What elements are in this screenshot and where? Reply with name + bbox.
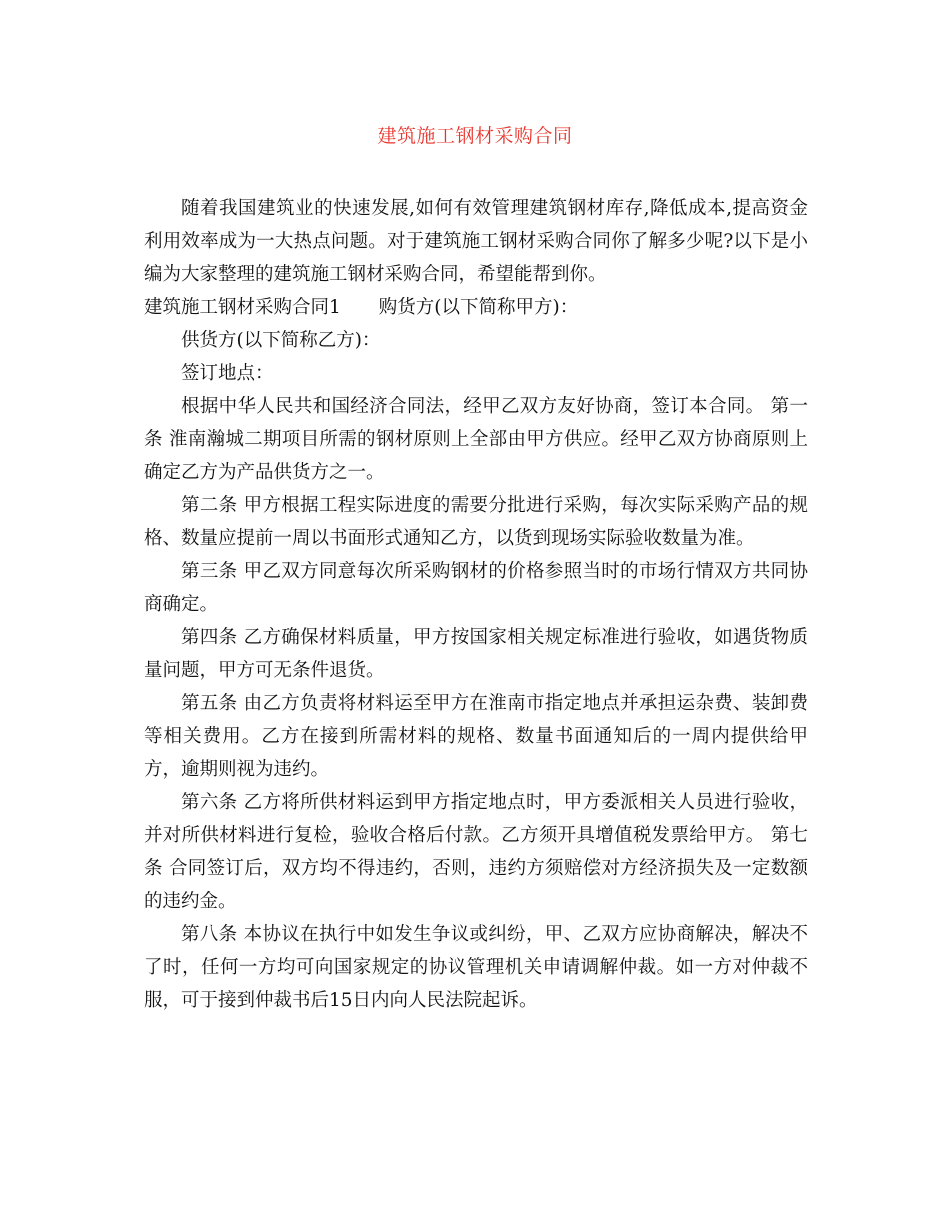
preamble-paragraph: 根据中华人民共和国经济合同法，经甲乙双方友好协商，签订本合同。 第一条 淮南瀚城二期项目所需的钢材原则上全部由甲方供应。经甲乙双方协商原则上确定乙方为产品供货方之一。 [144,396,808,483]
contract-heading: 建筑施工钢材采购合同1 [144,297,341,318]
article-6-paragraph: 第六条 乙方将所供材料运到甲方指定地点时，甲方委派相关人员进行验收，并对所供材料进行复检，验收合格后付款。乙方须开具增值税发票给甲方。 第七条 合同签订后，双方均不得违约，否则，违约方须赔偿对方经济损失及一定数额的违约金。 [144,792,808,912]
intro-paragraph: 随着我国建筑业的快速发展,如何有效管理建筑钢材库存,降低成本,提高资金利用效率成为一大热点问题。对于建筑施工钢材采购合同你了解多少呢?以下是小编为大家整理的建筑施工钢材采购合同，希望能帮到你。 [144,198,808,285]
supplier-line: 供货方(以下简称乙方)： [181,330,381,351]
document-body [144,192,808,1017]
location-line: 签订地点： [181,363,274,384]
article-3-paragraph: 第三条 甲乙双方同意每次所采购钢材的价格参照当时的市场行情双方共同协商确定。 [144,561,808,615]
article-8-paragraph: 第八条 本协议在执行中如发生争议或纠纷，甲、乙双方应协商解决，解决不了时，任何一方均可向国家规定的协议管理机关申请调解仲裁。如一方对仲裁不服，可于接到仲裁书后15日内向人民法院起诉。 [144,924,808,1011]
article-2-paragraph: 第二条 甲方根据工程实际进度的需要分批进行采购，每次实际采购产品的规格、数量应提前一周以书面形式通知乙方，以货到现场实际验收数量为准。 [144,495,808,549]
buyer-line: 购货方(以下简称甲方)： [378,297,579,318]
article-4-paragraph: 第四条 乙方确保材料质量，甲方按国家相关规定标准进行验收，如遇货物质量问题，甲方可无条件退货。 [144,627,808,681]
document-title: 建筑施工钢材采购合同 [377,125,573,147]
contract-heading-line [144,291,808,324]
article-5-paragraph: 第五条 由乙方负责将材料运至甲方在淮南市指定地点并承担运杂费、装卸费等相关费用。乙方在接到所需材料的规格、数量书面通知后的一周内提供给甲方，逾期则视为违约。 [144,693,808,780]
